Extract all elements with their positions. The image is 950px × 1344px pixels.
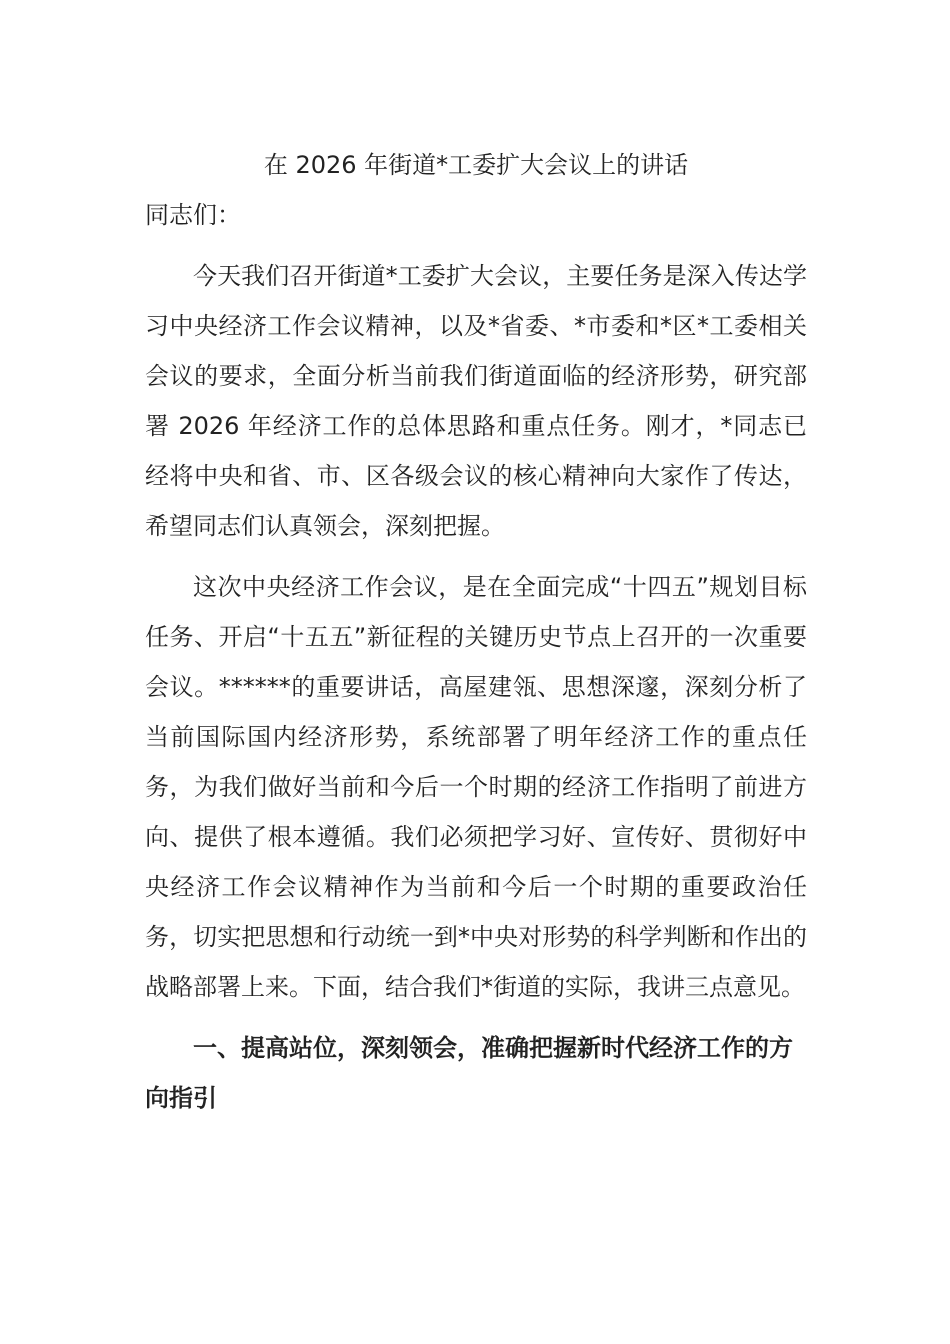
paragraph-opening: 今天我们召开街道*工委扩大会议，主要任务是深入传达学习中央经济工作会议精神，以及*省委、*市委和*区*工委相关会议的要求，全面分析当前我们街道面临的经济形势，研究部署 2026 年经济工作的总体思路和重点任务。刚才，*同志已经将中央和省、市、区各级会议的核心精神向大家作了传达，希望同志们认真领会，深刻把握。: [145, 262, 807, 540]
paragraph-conference-significance: 这次中央经济工作会议，是在全面完成“十四五”规划目标任务、开启“十五五”新征程的关键历史节点上召开的一次重要会议。******的重要讲话，高屋建瓴、思想深邃，深刻分析了当前国际国内经济形势，系统部署了明年经济工作的重点任务，为我们做好当前和今后一个时期的经济工作指明了前进方向、提供了根本遵循。我们必须把学习好、宣传好、贯彻好中央经济工作会议精神作为当前和今后一个时期的重要政治任务，切实把思想和行动统一到*中央对形势的科学判断和作出的战略部署上来。下面，结合我们*街道的实际，我讲三点意见。: [145, 573, 807, 1001]
document-title: 在 2026 年街道*工委扩大会议上的讲话: [263, 151, 689, 179]
salutation: 同志们：: [145, 201, 241, 229]
section-heading-1: 一、提高站位，深刻领会，准确把握新时代经济工作的方向指引: [145, 1034, 793, 1112]
document-page: [145, 140, 807, 1123]
